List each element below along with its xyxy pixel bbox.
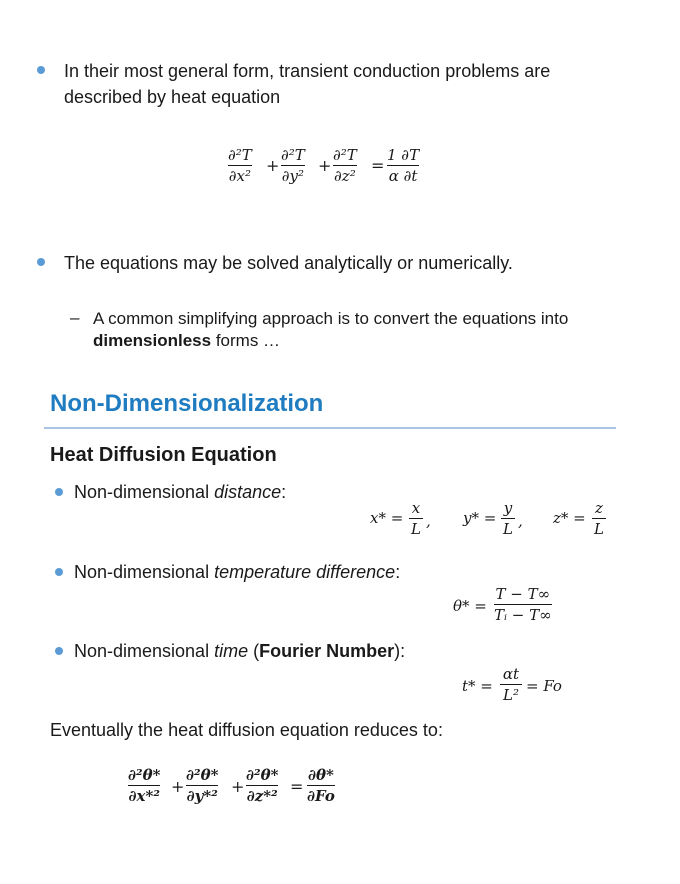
section-divider — [44, 427, 616, 429]
fraction: αt L² — [500, 665, 522, 704]
subheading: Heat Diffusion Equation — [50, 444, 277, 466]
equals-sign: = — [290, 777, 304, 796]
conclusion-text: Eventually the heat diffusion equation reduces to: — [50, 720, 443, 740]
plus-sign: + — [171, 777, 185, 796]
fraction: T − T∞ Tᵢ − T∞ — [494, 585, 552, 624]
theta-lhs: θ* = — [453, 597, 487, 615]
equals-sign: = — [371, 156, 385, 175]
plus-sign: + — [231, 777, 245, 796]
bullet-text: The equations may be solved analytically or numerically. — [64, 253, 513, 273]
z-lhs: z* = — [553, 509, 586, 527]
dash-marker: – — [70, 308, 80, 327]
fraction: x L — [409, 499, 423, 538]
fraction: 1 ∂T α ∂t — [387, 146, 420, 185]
intro-bullet-text: In their most general form, transient conduction problems are described by heat equation — [64, 61, 551, 107]
bullet-dot — [55, 647, 63, 655]
fraction: ∂θ* ∂Fo — [307, 766, 335, 805]
fraction: ∂²θ* ∂y*² — [186, 766, 219, 805]
bullet-dot — [55, 488, 63, 496]
item-temperature: Non-dimensional temperature difference: — [74, 562, 401, 582]
fraction: z L — [592, 499, 606, 538]
bullet-dot — [37, 258, 45, 266]
item-distance: Non-dimensional distance: — [74, 482, 287, 502]
t-lhs: t* = — [462, 677, 493, 695]
item-time: Non-dimensional time (Fourier Number): — [74, 641, 406, 661]
y-lhs: y* = — [463, 509, 497, 527]
sub-bullet-text: A common simplifying approach is to convert the equations into dimensionless forms … — [93, 309, 569, 350]
fraction: ∂²T ∂z² — [333, 146, 357, 185]
fraction: ∂²T ∂y² — [281, 146, 305, 185]
plus-sign: + — [318, 156, 332, 175]
fraction: ∂²θ* ∂z*² — [246, 766, 279, 805]
fraction: ∂²T ∂x² — [228, 146, 252, 185]
x-lhs: x* = — [370, 509, 404, 527]
fourier-rhs: = Fo — [526, 677, 562, 695]
plus-sign: + — [266, 156, 280, 175]
bullet-dot — [55, 568, 63, 576]
section-title: Non-Dimensionalization — [50, 390, 324, 417]
fraction: y L — [501, 499, 515, 538]
fraction: ∂²θ* ∂x*² — [128, 766, 161, 805]
bullet-dot — [37, 66, 45, 74]
